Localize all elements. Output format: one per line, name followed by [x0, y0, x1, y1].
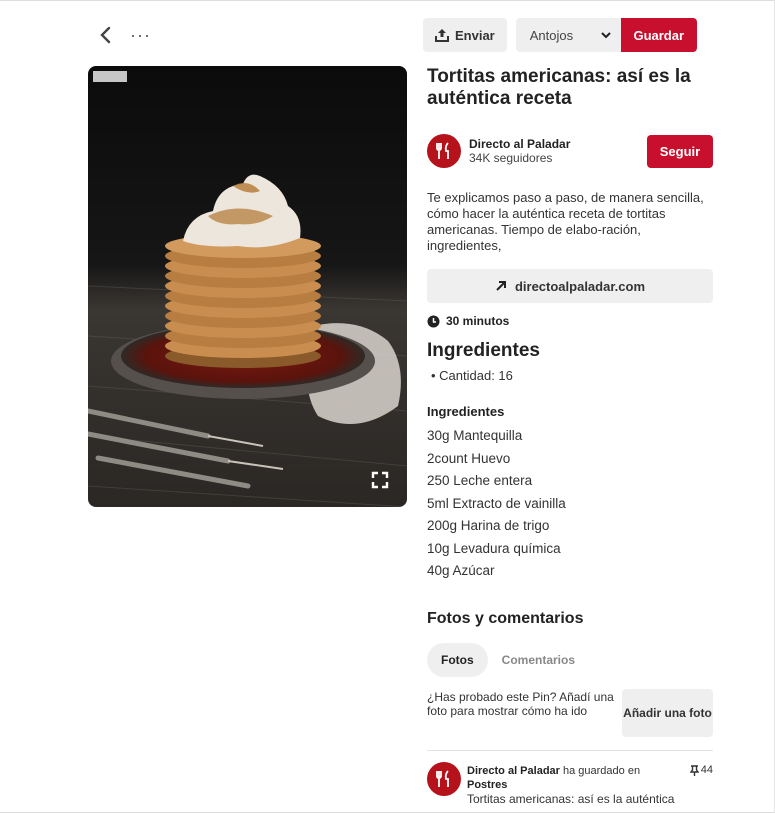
- tried-pin-prompt: ¿Has probado este Pin? Añadí una foto para mostrar cómo ha ido: [427, 690, 614, 718]
- board-select[interactable]: [516, 18, 621, 52]
- ingredient-item: 200g Harina de trigo: [427, 518, 550, 533]
- author-followers: 34K seguidores: [469, 151, 553, 165]
- pushpin-icon: [690, 765, 699, 776]
- pin-count: [690, 764, 713, 776]
- follow-button[interactable]: Seguir: [647, 135, 713, 168]
- tab-comments[interactable]: Comentarios: [501, 653, 576, 667]
- pancake-photo: [88, 66, 407, 507]
- chevron-left-icon: [99, 26, 111, 44]
- pin-description: Te explicamos paso a paso, de manera sencilla, cómo hacer la auténtica receta de tortitas americanas. Tiempo de elabo-ración, ingredientes,: [427, 190, 704, 253]
- quantity-text: • Cantidad: 16: [431, 368, 513, 383]
- save-button[interactable]: Guardar: [621, 18, 697, 52]
- board-select-value: Antojos: [529, 27, 574, 43]
- source-link-button[interactable]: [427, 269, 713, 303]
- arrow-up-right-icon: [495, 280, 507, 292]
- clock-icon: [427, 315, 440, 328]
- ingredient-item: 5ml Extracto de vainilla: [427, 495, 566, 511]
- ingredient-item: 10g Levadura química: [427, 540, 561, 556]
- more-options-button[interactable]: ···: [130, 25, 151, 45]
- fork-knife-icon: [434, 769, 454, 789]
- add-photo-button[interactable]: Añadir una foto: [622, 689, 713, 737]
- pin-count-value: 44: [700, 764, 713, 776]
- photos-comments-heading: Fotos y comentarios: [427, 610, 584, 627]
- pin-image[interactable]: [88, 66, 407, 507]
- photos-tabs: [427, 643, 589, 677]
- activity-snippet: Tortitas americanas: así es la auténtica: [467, 792, 675, 806]
- send-button[interactable]: [423, 18, 507, 52]
- activity-user[interactable]: Directo al Paladar: [467, 765, 560, 777]
- activity-action: ha guardado en: [559, 765, 641, 777]
- activity-avatar[interactable]: [427, 762, 461, 796]
- author-avatar[interactable]: [427, 134, 461, 168]
- ingredient-item: 40g Azúcar: [427, 563, 495, 578]
- send-label: Enviar: [455, 27, 495, 43]
- chevron-down-icon: [601, 31, 611, 39]
- pin-toolbar: [423, 18, 713, 52]
- ingredient-list: [427, 425, 713, 583]
- ingredient-item: 2count Huevo: [427, 450, 511, 466]
- ingredient-item: 30g Mantequilla: [427, 428, 523, 443]
- share-icon: [435, 28, 449, 42]
- tab-photos[interactable]: Fotos: [427, 643, 488, 677]
- author-name[interactable]: Directo al Paladar: [469, 137, 571, 151]
- cook-time: [427, 314, 509, 328]
- ingredients-subheading: Ingredientes: [427, 404, 505, 419]
- top-navigation: [96, 24, 151, 46]
- ingredient-item: 250 Leche entera: [427, 473, 533, 488]
- fork-knife-icon: [434, 141, 454, 161]
- activity-item: [427, 760, 713, 806]
- back-button[interactable]: [96, 24, 114, 46]
- activity-board[interactable]: Postres: [467, 779, 508, 791]
- divider: [427, 750, 713, 751]
- pin-title: Tortitas americanas: así es la auténtica receta: [427, 66, 691, 109]
- author-row: [427, 133, 713, 169]
- expand-icon[interactable]: [371, 471, 389, 489]
- author-info: [469, 137, 647, 165]
- ingredients-heading: Ingredientes: [427, 340, 540, 361]
- source-link-label: directoalpaladar.com: [514, 278, 646, 294]
- activity-text: [467, 764, 687, 806]
- cook-time-label: 30 minutos: [446, 314, 510, 328]
